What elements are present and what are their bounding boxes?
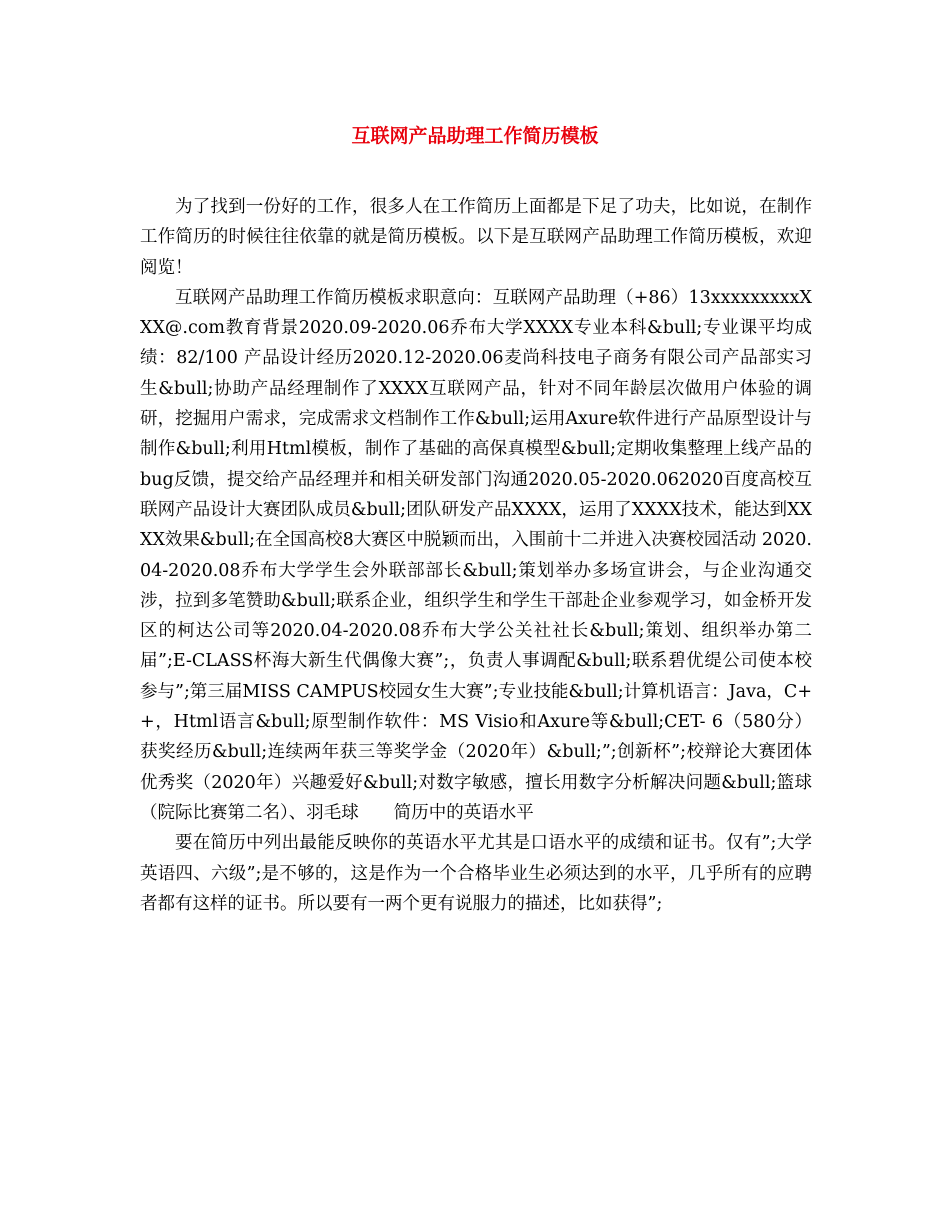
paragraph-english-level: 要在简历中列出最能反映你的英语水平尤其是口语水平的成绩和证书。仅有”;大学英语四、六级”;是不够的，这是作为一个合格毕业生必须达到的水平，几乎所有的应聘者都有这样的证书。所以要有一两个更有说服力的描述，比如获得”; — [140, 833, 812, 914]
paragraph-intro: 为了找到一份好的工作，很多人在工作简历上面都是下足了功夫，比如说，在制作工作简历的时候往往依靠的就是简历模板。以下是互联网产品助理工作简历模板，欢迎阅览！ — [140, 197, 812, 278]
document-title: 互联网产品助理工作简历模板 — [351, 125, 599, 147]
document-body — [140, 192, 812, 919]
paragraph-resume-template: 互联网产品助理工作简历模板求职意向：互联网产品助理（+86）13xxxxxxxxxXXX@.com教育背景2020.09-2020.06乔布大学XXXX专业本科&bull;专业课平均成绩：82/100 产品设计经历2020.12-2020.06麦尚科技电子商务有限公司产品部实习生&bull;协助产品经理制作了XXXX互联网产品，针对不同年龄层次做用户体验的调研，挖掘用户需求，完成需求文档制作工作&bull;运用Axure软件进行产品原型设计与制作&bull;利用Html模板，制作了基础的高保真模型&bull;定期收集整理上线产品的bug反馈，提交给产品经理并和相关研发部门沟通2020.05-2020.062020百度高校互联网产品设计大赛团队成员&bull;团队研发产品XXXX，运用了XXXX技术，能达到XXXX效果&bull;在全国高校8大赛区中脱颖而出，入围前十二并进入决赛校园活动 2020.04-2020.08乔布大学学生会外联部部长&bull;策划举办多场宣讲会，与企业沟通交涉，拉到多笔赞助&bull;联系企业，组织学生和学生干部赴企业参观学习，如金桥开发区的柯达公司等2020.04-2020.08乔布大学公关社社长&bull;策划、组织举办第二届”;E-CLASS杯海大新生代偶像大赛”;，负责人事调配&bull;联系碧优缇公司使本校参与”;第三届MISS CAMPUS校园女生大赛”;专业技能&bull;计算机语言：Java，C++，Html语言&bull;原型制作软件：MS Visio和Axure等&bull;CET- 6（580分）获奖经历&bull;连续两年获三等奖学金（2020年）&bull;”;创新杯”;校辩论大赛团体优秀奖（2020年）兴趣爱好&bull;对数字敏感，擅长用数字分析解决问题&bull;篮球（院际比赛第二名）、羽毛球 简历中的英语水平 — [140, 287, 812, 823]
